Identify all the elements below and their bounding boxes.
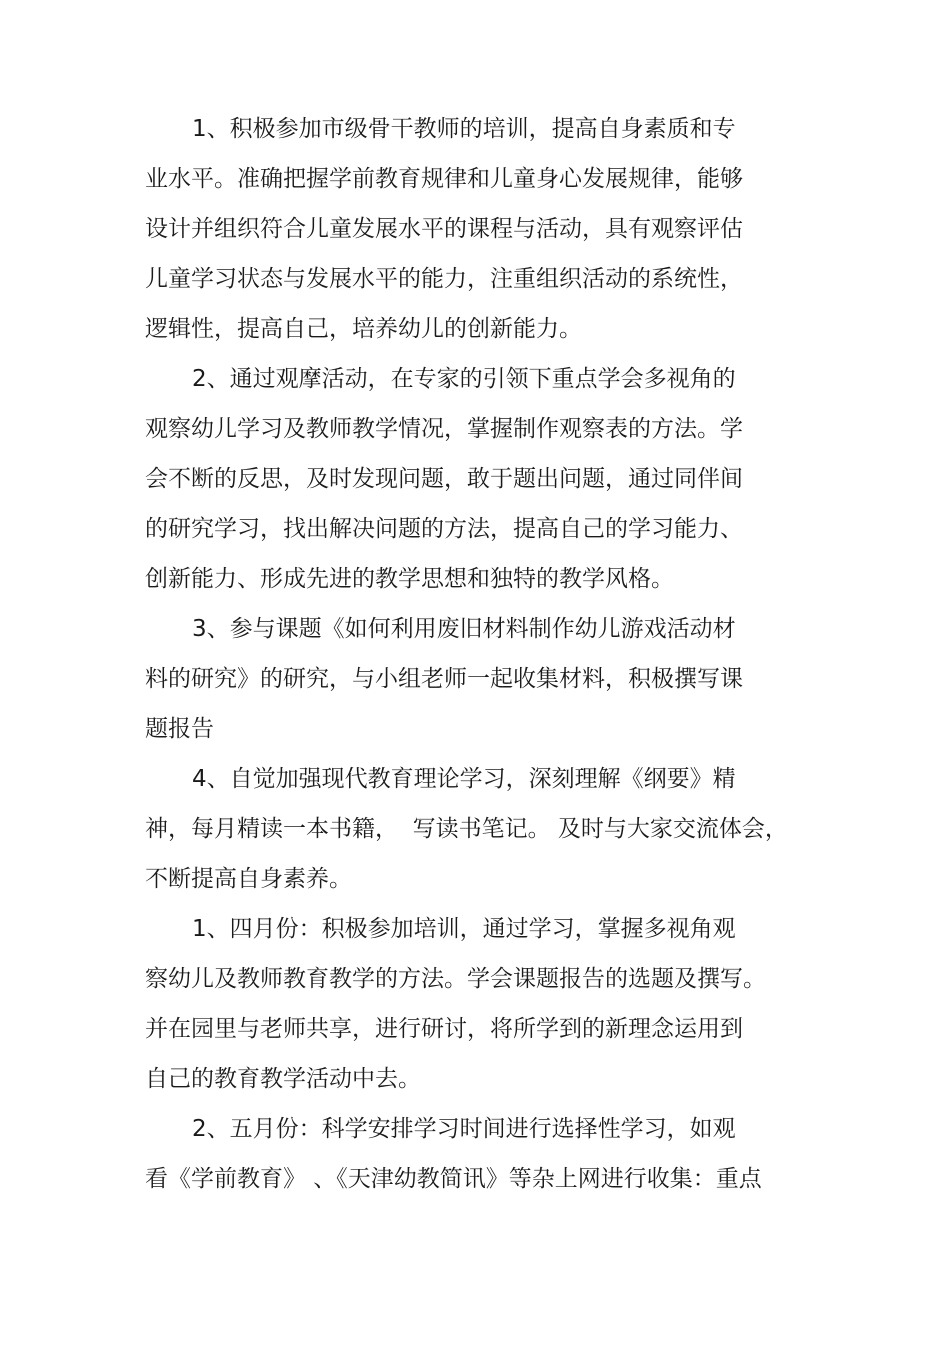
paragraph-line: 并在园里与老师共享，进行研讨，将所学到的新理念运用到	[145, 1016, 743, 1042]
paragraph-line: 儿童学习状态与发展水平的能力，注重组织活动的系统性，	[145, 266, 743, 292]
paragraph-first-line: 1、积极参加市级骨干教师的培训，提高自身素质和专	[192, 116, 736, 142]
paragraph-first-line: 2、通过观摩活动，在专家的引领下重点学会多视角的	[192, 366, 736, 392]
paragraph-line: 不断提高自身素养。	[145, 866, 352, 892]
paragraph-line: 的研究学习，找出解决问题的方法，提高自己的学习能力、	[145, 516, 743, 542]
paragraph-line: 神，每月精读一本书籍， 写读书笔记。 及时与大家交流体会，	[145, 816, 788, 842]
paragraph-first-line: 1、四月份：积极参加培训，通过学习，掌握多视角观	[192, 916, 736, 942]
paragraph-line: 业水平。准确把握学前教育规律和儿童身心发展规律，能够	[145, 166, 743, 192]
paragraph-line: 会不断的反思，及时发现问题，敢于题出问题，通过同伴间	[145, 466, 743, 492]
paragraph-line: 设计并组织符合儿童发展水平的课程与活动，具有观察评估	[145, 216, 743, 242]
paragraph-line: 题报告	[145, 716, 214, 742]
paragraph-line: 观察幼儿学习及教师教学情况，掌握制作观察表的方法。学	[145, 416, 743, 442]
paragraph-line: 逻辑性，提高自己，培养幼儿的创新能力。	[145, 316, 582, 342]
paragraph-first-line: 2、五月份：科学安排学习时间进行选择性学习，如观	[192, 1116, 736, 1142]
paragraph-first-line: 3、参与课题《如何利用废旧材料制作幼儿游戏活动材	[192, 616, 736, 642]
paragraph-line: 自己的教育教学活动中去。	[145, 1066, 421, 1092]
paragraph-line: 看《学前教育》 、《天津幼教简讯》等杂上网进行收集：重点	[145, 1166, 762, 1192]
paragraph-first-line: 4、自觉加强现代教育理论学习，深刻理解《纲要》精	[192, 766, 736, 792]
paragraph-line: 创新能力、形成先进的教学思想和独特的教学风格。	[145, 566, 674, 592]
paragraph-line: 察幼儿及教师教育教学的方法。学会课题报告的选题及撰写。	[145, 966, 766, 992]
paragraph-line: 料的研究》的研究，与小组老师一起收集材料，积极撰写课	[145, 666, 743, 692]
